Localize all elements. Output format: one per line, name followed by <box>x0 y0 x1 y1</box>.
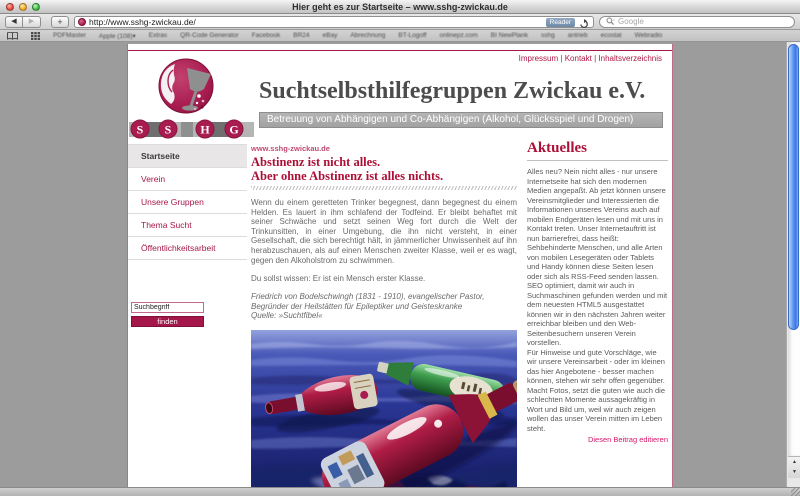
site-title: Suchtselbsthilfegruppen Zwickau e.V. <box>259 78 646 104</box>
find-button[interactable]: finden <box>131 316 204 327</box>
bookmark-item[interactable]: antrieb <box>567 32 588 39</box>
traffic-lights <box>6 3 40 11</box>
logo-letter-s1: S <box>136 122 144 137</box>
bookmark-item[interactable]: sshg <box>541 32 555 39</box>
inhaltsverzeichnis-link[interactable]: Inhaltsverzeichnis <box>598 54 662 63</box>
article <box>251 144 517 320</box>
article-source: Quelle: »Suchtfibel« <box>251 311 323 321</box>
scrollbar-arrows <box>788 456 800 478</box>
bookmark-item[interactable]: BT-Logoff <box>398 32 427 39</box>
bookmark-item[interactable]: onlinepz.com <box>439 32 478 39</box>
reader-badge[interactable]: Reader <box>546 18 575 27</box>
article-paragraph: Wenn du einem geretteten Trinker begegnest, dann begegnest du einem Helden. Es lauert in ihm schlafend der Todfeind. Er bleibt behaftet mit seiner Schwäche und setzt seinen Weg fort durch die Welt der Trinkunsitten, in einer Umgebung, die ihn nicht versteht, in einer Gesellschaft, die sich berechtigt hält, in jämmerlicher Unwissenheit auf ihn herabzuschauen, als auf einen Menschen zweiter Klasse, weil er es wagt, gegen den Alkoholstrom zu schwimmen. <box>251 198 517 265</box>
edit-entry-link[interactable]: Diesen Beitrag editieren <box>587 435 668 444</box>
logo-letter-h: H <box>200 122 210 137</box>
address-bar[interactable] <box>74 16 594 28</box>
nav-item-verein[interactable]: Verein <box>128 168 247 191</box>
meta-nav-separator: | <box>560 54 565 63</box>
bookmark-item[interactable]: BI NewPlank <box>490 32 529 39</box>
browser-toolbar <box>0 14 800 30</box>
resize-grip[interactable] <box>791 487 800 496</box>
news-title: Aktuelles <box>527 140 668 161</box>
search-placeholder: Google <box>618 17 644 26</box>
nav-item-startseite[interactable]: Startseite <box>128 144 247 168</box>
bottles-in-water-image <box>251 330 517 487</box>
bookmark-item[interactable]: BR24 <box>293 32 310 39</box>
close-button[interactable] <box>6 3 14 11</box>
bookmark-item[interactable]: Abrechnung <box>350 32 386 39</box>
meta-nav-separator: | <box>594 54 599 63</box>
search-icon <box>606 17 615 26</box>
kontakt-link[interactable]: Kontakt <box>564 54 592 63</box>
article-paragraph: Du sollst wissen: Er ist ein Mensch erster Klasse. <box>251 274 426 284</box>
article-site-url: www.sshg-zwickau.de <box>251 144 330 153</box>
meta-nav <box>519 54 662 63</box>
address-url[interactable]: http://www.sshg-zwickau.de/ <box>89 16 196 27</box>
bookmark-item[interactable]: ecostat <box>600 32 622 39</box>
impressum-link[interactable]: Impressum <box>518 54 559 63</box>
bookmark-item[interactable]: QR-Code Generator <box>180 32 239 39</box>
window-bottom-bar <box>0 487 800 496</box>
bookmarks-book-icon[interactable] <box>7 32 18 40</box>
bookmark-item[interactable]: Webradio <box>634 32 663 39</box>
nav-item-thema-sucht[interactable]: Thema Sucht <box>128 214 247 237</box>
bookmark-item[interactable]: Extras <box>148 32 168 39</box>
hatch-divider <box>251 186 517 190</box>
article-headline: Abstinenz ist nicht alles. Aber ohne Abstinenz ist alles nichts. <box>251 155 444 183</box>
google-search-field[interactable] <box>599 16 795 28</box>
bookmark-item[interactable]: Apple (108)▾ <box>98 32 136 40</box>
content-box <box>127 44 673 487</box>
bookmark-item[interactable]: Facebook <box>251 32 281 39</box>
article-attribution: Friedrich von Bodelschwingh (1831 - 1910), evangelischer Pastor, Begründer der Heilstätten für Epileptiker und Geisteskranke <box>251 292 485 311</box>
scrollbar-thumb[interactable] <box>788 44 799 330</box>
forward-button[interactable]: ▶ <box>23 16 41 28</box>
site-favicon-icon <box>78 18 86 26</box>
logo-letter-s2: S <box>164 122 172 137</box>
logo-letter-g: G <box>229 122 239 137</box>
bookmarks-bar <box>0 30 800 42</box>
site-search <box>131 296 204 327</box>
nav-item-unsere-gruppen[interactable]: Unsere Gruppen <box>128 191 247 214</box>
page-viewport <box>0 42 800 487</box>
window-title: Hier geht es zur Startseite – www.sshg-zwickau.de <box>292 1 508 12</box>
main-navigation <box>128 144 247 260</box>
news-paragraph: Alles neu? Nein nicht alles - nur unsere Internetseite hat sich den modernen Medien angepaßt. Ab jetzt können unsere Vereinsmitglieder und Interessierten die Informationen unseres Vereins auch auf mobilen Endgeräten lesen und mit uns in Kontakt treten. Unser Internetauftritt ist nun barrierefrei, dass heißt: Sehbehinderte Menschen, und alle Arten von mobilen Lesegeräten oder Tablets und Handy können diese Seiten lesen oder sich als RSS-Feed senden lassen. SEO optimiert, damit wir auch in Suchmaschinen gefunden werden und mit dem neuesten HTML5 ausgestattet können wir in den nächsten Jahren weiter erreichbar bleiben und den Web-Seitenbesuchern unseren Verein vorstellen. <box>527 167 668 347</box>
zoom-button[interactable] <box>32 3 40 11</box>
nav-item-oeffentlichkeitsarbeit[interactable]: Öffentlichkeitsarbeit <box>128 237 247 260</box>
news-paragraph: Für Hinweise und gute Vorschläge, wie wir unsere Vereinsarbeit - oder im kleinen das hier Angebotene - besser machen können, stehen wir sehr offen gegenüber. Macht Fotos, setzt die guten wie auch die schlechten Momente aussagekräftig in Wort und Bild um, weil wir auch zeigen wollen das unser Verein mitten im Leben steht. <box>527 347 665 433</box>
bookmark-item[interactable]: PDFMaster <box>53 32 86 39</box>
top-sites-grid-icon[interactable] <box>31 32 40 40</box>
top-rule <box>128 50 672 51</box>
bookmark-item[interactable]: eBay <box>322 32 338 39</box>
search-input[interactable] <box>131 302 204 313</box>
new-tab-button[interactable]: + <box>51 16 69 28</box>
history-buttons <box>5 16 41 28</box>
back-button[interactable]: ◀ <box>5 16 23 28</box>
scroll-up-icon[interactable]: ▲ <box>792 459 797 465</box>
vertical-scrollbar[interactable] <box>786 42 800 487</box>
site-subtitle: Betreuung von Abhängigen und Co-Abhängigen (Alkohol, Glücksspiel und Drogen) <box>259 112 663 128</box>
reload-icon[interactable] <box>578 17 590 28</box>
sshg-logo <box>129 56 254 142</box>
scroll-down-icon[interactable]: ▼ <box>792 469 797 475</box>
window-titlebar[interactable] <box>0 0 800 14</box>
minimize-button[interactable] <box>19 3 27 11</box>
news-sidebar <box>527 140 668 444</box>
